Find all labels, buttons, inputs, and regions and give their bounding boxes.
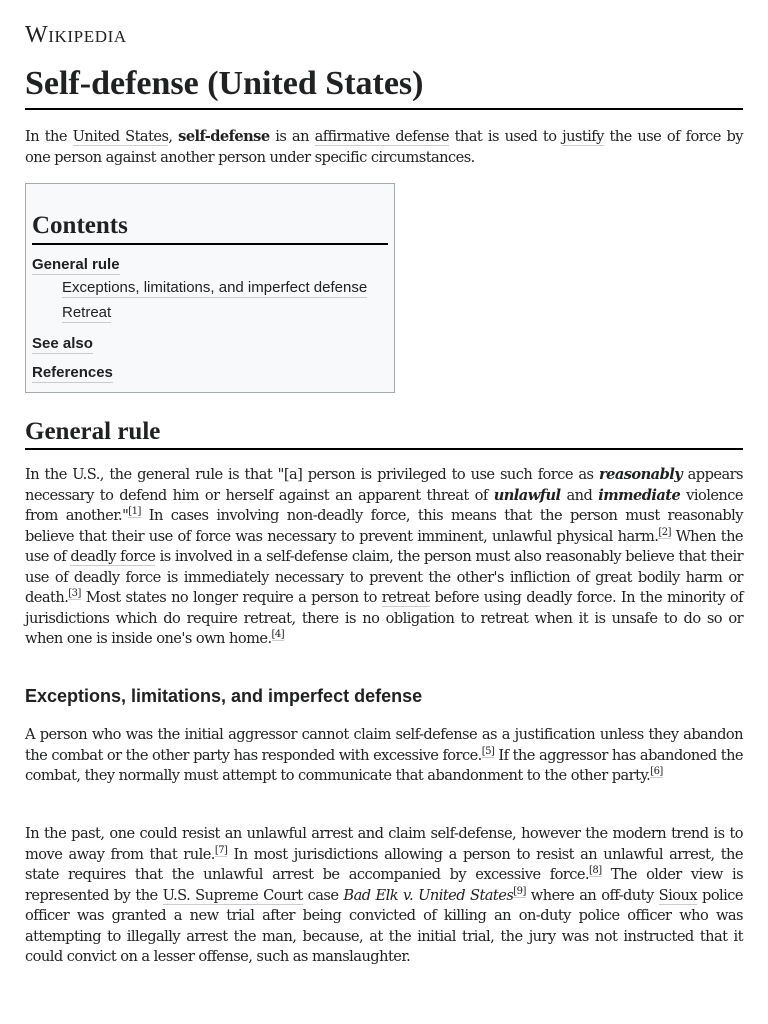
toc-title: Contents xyxy=(32,211,388,245)
link-supreme-court[interactable]: U.S. Supreme Court xyxy=(162,886,303,904)
toc-item-see-also[interactable]: See also xyxy=(32,335,93,352)
section-heading-general-rule: General rule xyxy=(25,417,743,450)
section-heading-exceptions: Exceptions, limitations, and imperfect defense xyxy=(25,686,423,706)
exceptions-paragraph-1: A person who was the initial aggressor cannot claim self-defense as a justification unless they abandon the combat or the other party has responded with excessive force.[5] If the aggressor has abandoned the combat, they normally must attempt to communicate that abandonment to the other party.[6] xyxy=(25,726,743,784)
citation-8[interactable]: [8] xyxy=(589,865,602,876)
exceptions-paragraph-2: In the past, one could resist an unlawful arrest and claim self-defense, however the modern trend is to move away from that rule.[7] In most jurisdictions allowing a person to resist an unlawful arrest, the state requires that the unlawful arrest be accompanied by excessive force.[8] The older view is represented by the U.S. Supreme Court case Bad Elk v. United States[9] where an off-duty Sioux police officer was granted a new trial after being convicted of killing an on-duty police officer who was attempting to illegally arrest the man, because, at the initial trial, the jury was not instructed that it could convict on a lesser offense, such as manslaughter. xyxy=(25,825,744,965)
page-title: Self-defense (United States) xyxy=(25,62,743,110)
toc-item-references[interactable]: References xyxy=(32,364,113,381)
wikipedia-wordmark[interactable]: Wikipedia xyxy=(25,22,127,48)
link-sioux[interactable]: Sioux xyxy=(658,886,698,904)
citation-6[interactable]: [6] xyxy=(650,766,663,777)
intro-paragraph: In the United States, self-defense is an affirmative defense that is used to justify the use of force by one person against another person under specific circumstances. xyxy=(25,128,743,166)
link-deadly-force[interactable]: deadly force xyxy=(70,548,156,565)
citation-1[interactable]: [1] xyxy=(128,506,141,517)
citation-9[interactable]: [9] xyxy=(513,885,526,897)
citation-5[interactable]: [5] xyxy=(481,745,495,757)
citation-7[interactable]: [7] xyxy=(214,844,228,856)
citation-2[interactable]: [2] xyxy=(658,526,671,538)
link-united-states[interactable]: United States xyxy=(72,128,169,145)
emphasis-unlawful: unlawful xyxy=(493,486,561,504)
toc-item-exceptions[interactable]: Exceptions, limitations, and imperfect defense xyxy=(62,279,368,296)
citation-3[interactable]: [3] xyxy=(68,588,81,599)
table-of-contents xyxy=(25,183,395,393)
citation-4[interactable]: [4] xyxy=(271,629,285,640)
emphasis-reasonably: reasonably xyxy=(598,466,683,483)
emphasis-immediate: immediate xyxy=(598,486,681,504)
general-rule-paragraph: In the U.S., the general rule is that "[a] person is privileged to use such force as reasonably appears necessary to defend him or herself against an apparent threat of unlawful and immediate violence from another."[1] In cases involving non-deadly force, this means that the person must reasonably believe that their use of force was necessary to prevent imminent, unlawful physical harm.[2] When the use of deadly force is involved in a self-defense claim, the person must also reasonably believe that their use of deadly force is immediately necessary to prevent the other's infliction of great bodily harm or death.[3] Most states no longer require a person to retreat before using deadly force. In the minority of jurisdictions which do require retreat, there is no obligation to retreat when it is unsafe to do so or when one is inside one's own home.[4] xyxy=(25,466,744,647)
link-bad-elk-case[interactable]: Bad Elk v. United States xyxy=(343,886,514,904)
bold-term: self-defense xyxy=(178,128,270,145)
toc-item-general-rule[interactable]: General rule xyxy=(32,256,120,273)
toc-item-retreat[interactable]: Retreat xyxy=(62,304,112,321)
link-justify[interactable]: justify xyxy=(562,128,604,145)
link-retreat[interactable]: retreat xyxy=(381,589,430,606)
link-affirmative-defense[interactable]: affirmative defense xyxy=(314,128,449,145)
